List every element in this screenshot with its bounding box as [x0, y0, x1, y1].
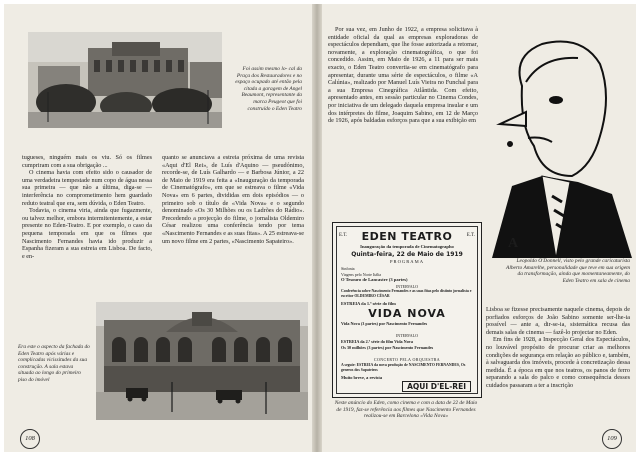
poster-line: Muito breve, a revista — [341, 375, 383, 380]
poster-date: Quinta-feira, 22 de Maio de 1919 — [351, 251, 463, 258]
paragraph: O cinema havia com efeito sido o causador de uma verdadeira tempestade num copo de água nessa sua primeira — que não a última, diga-se — interferência no comprometimento hem guardado reduto teatral que era, sem dúvida, o Eden Teatro. — [22, 169, 152, 207]
eden-teatro-poster — [332, 222, 482, 398]
facade-photo-caption: Era este o aspecto da fachada do Eden Teatro após várias e complicadas vicissitudes da sua construção. A sala estava situada ao longo do primeiro piso do imóvel — [18, 344, 90, 383]
paragraph: Todavia, o cinema viria, ainda que fugazmente, ou talvez melhor, embora intermitentemente, a estar presente no Eden-Teatro. E por exemplo, o caso da pequena temporada em que os filmes que Nascimento Fernandes havia ido produzir a Espanha fizeram a sua estreia em Lisboa. De facto, e en- — [22, 207, 152, 260]
eden-teatro-facade-photo — [96, 302, 308, 420]
book-gutter — [312, 4, 322, 452]
poster-line: A seguir: ESTREIA da nova produção de NASCIMENTO FERNANDES, Os generos dos Sapateiros — [341, 363, 466, 372]
poster-corner-right: E.T. — [466, 233, 475, 238]
left-page-text-column-1 — [22, 154, 152, 260]
caricature-letter: A — [508, 236, 519, 251]
left-page-text-column-2 — [162, 154, 304, 245]
poster-line: Conferência sobre Nascimento Fernandes e as suas fitas pelo distinto jornalista e escritor OLDEMIRO CÉSAR — [341, 289, 472, 298]
poster-line: INTERVALO — [395, 284, 419, 289]
paragraph: tugueses, ninguém mais os viu. Só os filmes cumpriram com a sua obrigação ... — [22, 154, 152, 169]
poster-line: INTERVALO — [395, 333, 419, 338]
poster-line: ESTREIA da 2.ª série do film Vida Nova — [341, 339, 413, 344]
page-number-right: 109 — [602, 429, 622, 449]
poster-line: O Tesouro de Lancastre (3 partes) — [341, 277, 408, 282]
right-page — [322, 4, 636, 452]
poster-line: Viagens pelo Norte Itália — [341, 272, 382, 277]
right-page-text-column-1 — [328, 26, 478, 125]
poster-line: CONCERTO PELA ORQUESTRA — [373, 357, 441, 362]
poster-line: Sinfonia — [341, 266, 355, 271]
poster-caption: Neste anúncio do Eden, como cinema e com a data de 22 de Maio de 1919, faz-se referência aos filmes que Nascimento Fernandes realizou-se em Barcelona «Vida Nova» — [334, 400, 478, 420]
caricature-figure — [482, 26, 632, 258]
facade-photo-drawing — [96, 302, 308, 420]
paragraph: Em fins de 1928, a Inspecção Geral dos Espectáculos, no louvável propósito de procurar criar as melhores condições de segurança em relação ao público e, também, à salvaguarda dos imóveis, procede à concretização dessa medida. É a época em que nos teatros, os panos de ferro separando a sala do palco e como consequência desses cuidados passaram a ter a inscrição — [486, 336, 630, 389]
caricature-drawing — [482, 26, 632, 258]
poster-line: Vida Nova (3 partes) por Nascimento Fernandes — [341, 321, 428, 326]
eden-teatro-square-photo — [28, 32, 222, 128]
poster-line: Os 30 milhões (3 partes) por Nascimento Fernandes — [341, 345, 434, 350]
right-page-text-column-2 — [486, 306, 630, 390]
poster-film-title: VIDA NOVA — [368, 307, 446, 320]
paragraph: Lisboa se fizesse precisamente naquele cinema, depois de porfiados esforços de João Sabino somente ser-lhe-ia possível — ante a, dir-se-ia, sistemática recusa das demais salas de cinema — fazê-lo projectar no Eden. — [486, 306, 630, 336]
poster-revista-title: AQUI D'EL-REI — [402, 381, 471, 392]
poster-title: EDEN TEATRO — [361, 230, 453, 243]
square-photo-caption: Foi assim mesmo lo- cal da Praça dos Restauradores e no espaço ocupado até então pela citada a garagem de Angel Beaumont, representante da marca Peugeot que foi construído o Eden Teatro — [235, 66, 302, 112]
poster-corner-left: E.T. — [339, 233, 348, 238]
caricature-caption: Leopoldo O'Donnell, visto pelo grande caricaturista Alberto Amarelhe, personalidade que teve em sua origem da transformação, ainda que momentaneamente, do Eden Teatro em sala de cinema — [506, 258, 630, 284]
poster-programa: PROGRAMA — [389, 259, 425, 264]
square-photo-drawing — [28, 32, 222, 128]
paragraph: Por sua vez, em Junho de 1922, a empresa solicitava à entidade oficial da qual as empresas exploradoras de espectáculos dependiam, que lhe fosse autorizada a retomar, novamente, a exploração cinematográfica, o que foi concedido. Assim, em Maio de 1926, a 11 para ser mais exacto, o Eden Teatro convertia-se em cinematógrafo para apresentar, durante uma série de espectáculos, o filme «A Calúnia», realizado por Manuel Luís Vieira no Funchal para a sua Empresa Cinegráfica Atlântida. Com efeito, apresentado antes, em sessão particular no Cinema Condes, por iniciativa de um delegado daquela empresa insular e um dos intérpretes do filme, Joaquim Sabino, em 12 de Março de 1926, após baldadas esforços para que a sua exibição em — [328, 26, 478, 125]
poster-line: ESTREIA da 1.ª série do film — [341, 301, 396, 306]
left-page — [4, 4, 312, 452]
page-number-left: 108 — [20, 429, 40, 449]
paragraph: quanto se anunciava a estreia próxima de uma revista «Aqui d'El Rei», de Luís d'Aquino — pseudónimo, recorde-se, de Luís Galhardo — e Barbosa Júnior, a 22 de Maio de 1919 era feita a «Inauguração da temporada de Cinematógrafo», em que se estreava o filme «Vida Nova» em 6 partes, divididas em dois episódios — o primeiro sob o título de «Vida Nova» e o segundo denominado «Os 30 Milhões ou os Ladrões do Rádio». Precedendo a projecção do filme, o jornalista Oldemiro César realizou uma conferência tendo por tema «Nascimento Fernandes e as suas fitas». A 25 estreava-se um novo filme em 2 partes, «Nascimento Sapateiro». — [162, 154, 304, 245]
poster-subtitle: Inauguração da temporada de Cinematographo — [360, 244, 454, 249]
